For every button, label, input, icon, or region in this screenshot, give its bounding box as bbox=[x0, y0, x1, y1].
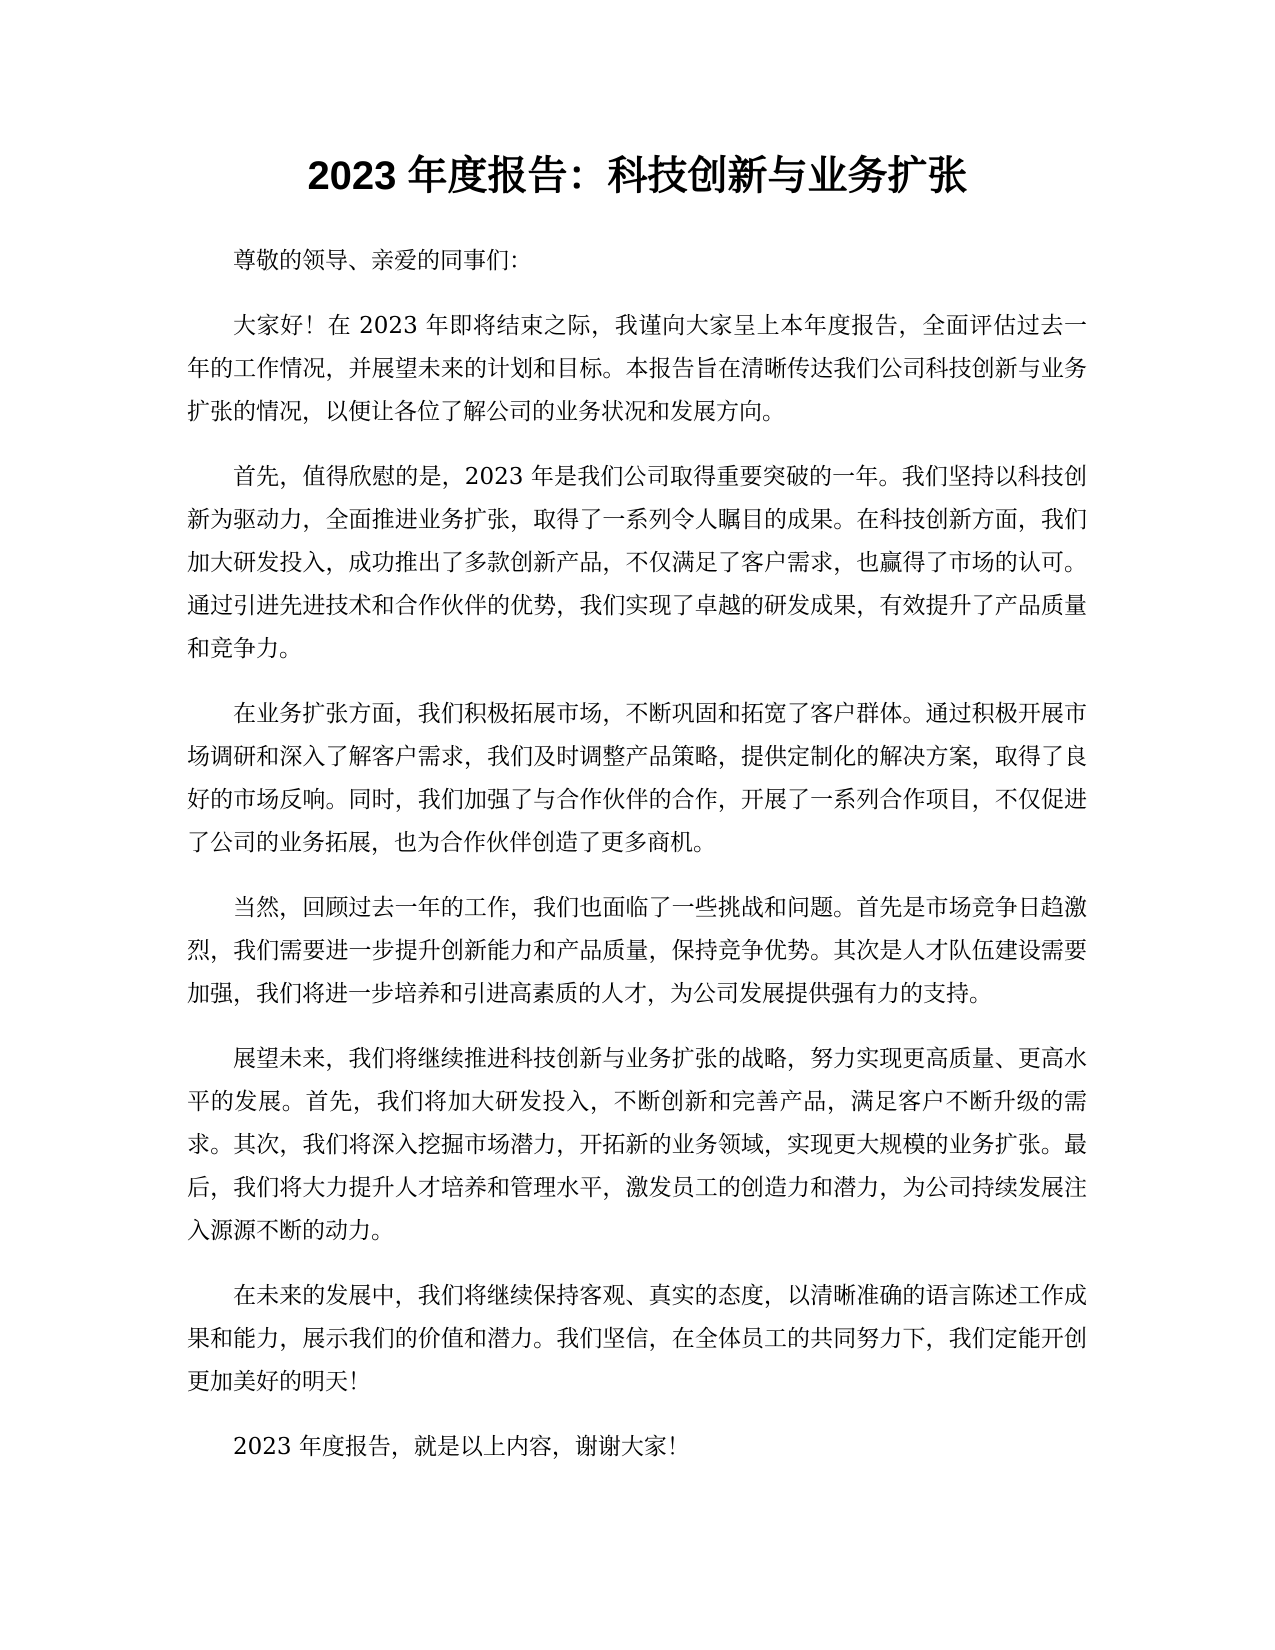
commitment-paragraph: 在未来的发展中，我们将继续保持客观、真实的态度，以清晰准确的语言陈述工作成果和能力，展示我们的价值和潜力。我们坚信，在全体员工的共同努力下，我们定能开创更加美好的明天！ bbox=[187, 1283, 1087, 1395]
salutation-paragraph: 尊敬的领导、亲爱的同事们： bbox=[233, 248, 532, 274]
document-title: 2023 年度报告：科技创新与业务扩张 bbox=[307, 154, 968, 198]
outlook-paragraph: 展望未来，我们将继续推进科技创新与业务扩张的战略，努力实现更高质量、更高水平的发展。首先，我们将加大研发投入，不断创新和完善产品，满足客户不断升级的需求。其次，我们将深入挖掘市场潜力，开拓新的业务领域，实现更大规模的业务扩张。最后，我们将大力提升人才培养和管理水平，激发员工的创造力和潜力，为公司持续发展注入源源不断的动力。 bbox=[187, 1046, 1087, 1244]
achievements-paragraph: 首先，值得欣慰的是，2023 年是我们公司取得重要突破的一年。我们坚持以科技创新为驱动力，全面推进业务扩张，取得了一系列令人瞩目的成果。在科技创新方面，我们加大研发投入，成功推出了多款创新产品，不仅满足了客户需求，也赢得了市场的认可。通过引进先进技术和合作伙伴的优势，我们实现了卓越的研发成果，有效提升了产品质量和竞争力。 bbox=[187, 464, 1087, 662]
expansion-paragraph: 在业务扩张方面，我们积极拓展市场，不断巩固和拓宽了客户群体。通过积极开展市场调研和深入了解客户需求，我们及时调整产品策略，提供定制化的解决方案，取得了良好的市场反响。同时，我们加强了与合作伙伴的合作，开展了一系列合作项目，不仅促进了公司的业务拓展，也为合作伙伴创造了更多商机。 bbox=[187, 701, 1087, 856]
closing-paragraph: 2023 年度报告，就是以上内容，谢谢大家！ bbox=[233, 1434, 690, 1460]
document-body bbox=[187, 240, 1087, 1491]
challenges-paragraph: 当然，回顾过去一年的工作，我们也面临了一些挑战和问题。首先是市场竞争日趋激烈，我们需要进一步提升创新能力和产品质量，保持竞争优势。其次是人才队伍建设需要加强，我们将进一步培养和引进高素质的人才，为公司发展提供强有力的支持。 bbox=[187, 895, 1087, 1007]
intro-paragraph: 大家好！在 2023 年即将结束之际，我谨向大家呈上本年度报告，全面评估过去一年的工作情况，并展望未来的计划和目标。本报告旨在清晰传达我们公司科技创新与业务扩张的情况，以便让各位了解公司的业务状况和发展方向。 bbox=[187, 313, 1087, 425]
